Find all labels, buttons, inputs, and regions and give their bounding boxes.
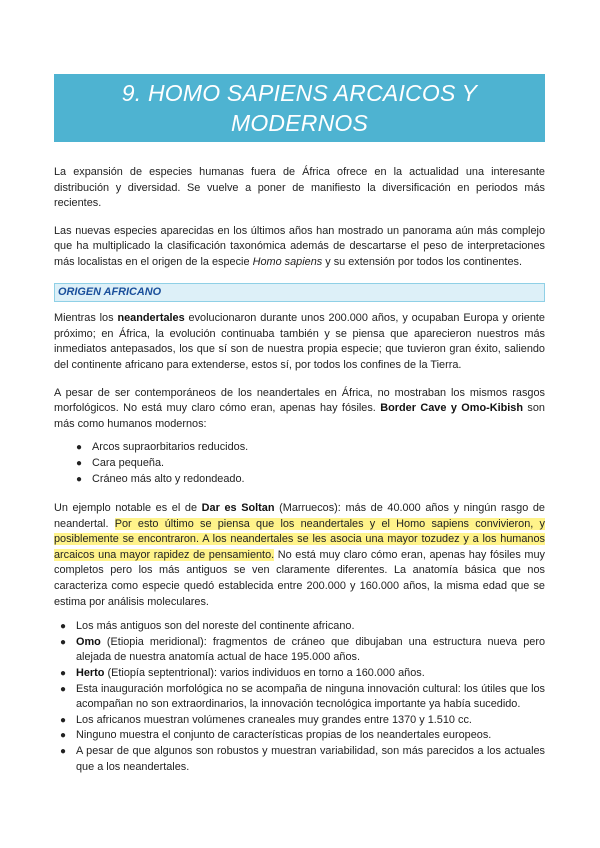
section-text-1b: evolucionaron durante unos 200.000 años, y ocupaban Europa y oriente próximo; en África, la evolución continuaba también y se piensa que aparecieron nuestros más inmediatos antepasados, los que sí son de nuestra propia especie; que tuvieron gran éxito, saliendo del continente africano para extenderse, estos sí, por todos los confines de la Tierra. bbox=[54, 312, 545, 371]
fact-text: (Etiopia meridional): fragmentos de cráneo que dibujaban una estructura nueva pero alejada de nuestra anatomía actual de hace 195.000 años. bbox=[76, 635, 545, 664]
highlighted-text: Por esto último se piensa que los neandertales y el Homo sapiens convivieron, y posiblemente se encontraron. A los neandertales se les asocia una mayor tozudez y a los humanos arcaicos una mayor rapidez de pensamiento. bbox=[54, 517, 545, 561]
bullet-icon: ● bbox=[60, 683, 67, 695]
bullet-icon: ● bbox=[76, 442, 83, 454]
intro-text-1: La expansión de especies humanas fuera de África ofrece en la actualidad una interesante distribución y diversidad. Se vuelve a poner de manifiesto la diversificación en periodos más recientes. bbox=[54, 166, 545, 210]
title-banner bbox=[54, 74, 545, 142]
list-item bbox=[54, 635, 545, 666]
list-item bbox=[54, 619, 545, 635]
intro-text-2a: Las nuevas especies aparecidas en los últimos años han mostrado un panorama aún más complejo que ha multiplicado la clasificación taxonómica además de descartarse el peso de interpretaciones más localistas en el origen de la especie bbox=[54, 224, 545, 268]
page-title: 9. HOMO SAPIENS ARCAICOS Y MODERNOS bbox=[121, 80, 478, 136]
bullet-icon: ● bbox=[60, 668, 67, 680]
bullet-icon: ● bbox=[60, 636, 67, 648]
fact-text: Los africanos muestran volúmenes craneales muy grandes entre 1370 y 1.510 cc. bbox=[76, 713, 472, 726]
neandertales-bold: neandertales bbox=[117, 312, 185, 325]
list-item bbox=[54, 666, 545, 682]
section-text-3c: No está muy claro cómo eran, apenas hay fósiles muy completos pero los más antiguos se ven claramente diferentes. La anatomía básica que nos caracteriza como especie quedó establecida entre 200.000 y 160.000 años, la misma edad que se estima por análisis moleculares. bbox=[54, 548, 545, 608]
dar-es-soltan-bold: Dar es Soltan bbox=[201, 502, 275, 515]
omo-bold: Omo bbox=[76, 635, 101, 648]
section-heading: ORIGEN AFRICANO bbox=[54, 283, 545, 303]
fact-text: Ninguno muestra el conjunto de características propias de los neandertales europeos. bbox=[76, 729, 492, 742]
list-item bbox=[54, 456, 545, 472]
list-item bbox=[54, 440, 545, 456]
section-paragraph-2 bbox=[54, 386, 545, 433]
bullet-icon: ● bbox=[60, 746, 67, 757]
section-paragraph-1 bbox=[54, 311, 545, 373]
bullet-icon: ● bbox=[60, 714, 67, 726]
section-text-3b: (Marruecos): más de 40.000 años y ningún rasgo de neandertal. bbox=[54, 502, 545, 530]
bullet-icon: ● bbox=[60, 730, 67, 742]
traits-list bbox=[54, 440, 545, 487]
section-text-1a: Mientras los bbox=[54, 312, 118, 325]
intro-paragraph-1 bbox=[54, 165, 545, 212]
section-text-3a: Un ejemplo notable es el de bbox=[54, 502, 202, 515]
fact-text: Los más antiguos son del noreste del continente africano. bbox=[76, 620, 355, 633]
sites-bold: Border Cave y Omo-Kibish bbox=[380, 402, 524, 415]
section-text-2a: A pesar de ser contemporáneos de los neandertales en África, no mostraban los mismos rasgos morfológicos. No está muy claro cómo eran, apenas hay fósiles. bbox=[54, 386, 545, 415]
bullet-icon: ● bbox=[76, 473, 83, 485]
document-body bbox=[54, 165, 545, 787]
fact-text: A pesar de que algunos son robustos y muestran variabilidad, son más parecidos a los actuales que a los neandertales. bbox=[76, 745, 545, 773]
trait-text: Cráneo más alto y redondeado. bbox=[92, 472, 245, 485]
list-item bbox=[54, 713, 545, 729]
section-paragraph-3 bbox=[54, 501, 545, 610]
list-item bbox=[54, 472, 545, 488]
fact-text: (Etiopía septentrional): varios individuos en torno a 160.000 años. bbox=[104, 667, 425, 680]
fact-text: Esta inauguración morfológica no se acompaña de ninguna innovación cultural: los útiles que los acompañan no son extraordinarios, la innovación tecnológica importante ya había sucedido. bbox=[76, 682, 545, 711]
bullet-icon: ● bbox=[76, 457, 83, 469]
list-item bbox=[54, 728, 545, 744]
facts-list bbox=[54, 619, 545, 775]
section-text-2b: son más como humanos modernos: bbox=[54, 402, 545, 430]
herto-bold: Herto bbox=[76, 667, 105, 680]
bullet-icon: ● bbox=[60, 621, 67, 633]
trait-text: Cara pequeña. bbox=[92, 456, 165, 469]
intro-text-2b: y su extensión por todos los continentes. bbox=[322, 255, 522, 268]
list-item bbox=[54, 744, 545, 775]
intro-paragraph-2 bbox=[54, 224, 545, 271]
list-item bbox=[54, 682, 545, 713]
species-name: Homo sapiens bbox=[252, 255, 323, 268]
trait-text: Arcos supraorbitarios reducidos. bbox=[92, 441, 249, 454]
